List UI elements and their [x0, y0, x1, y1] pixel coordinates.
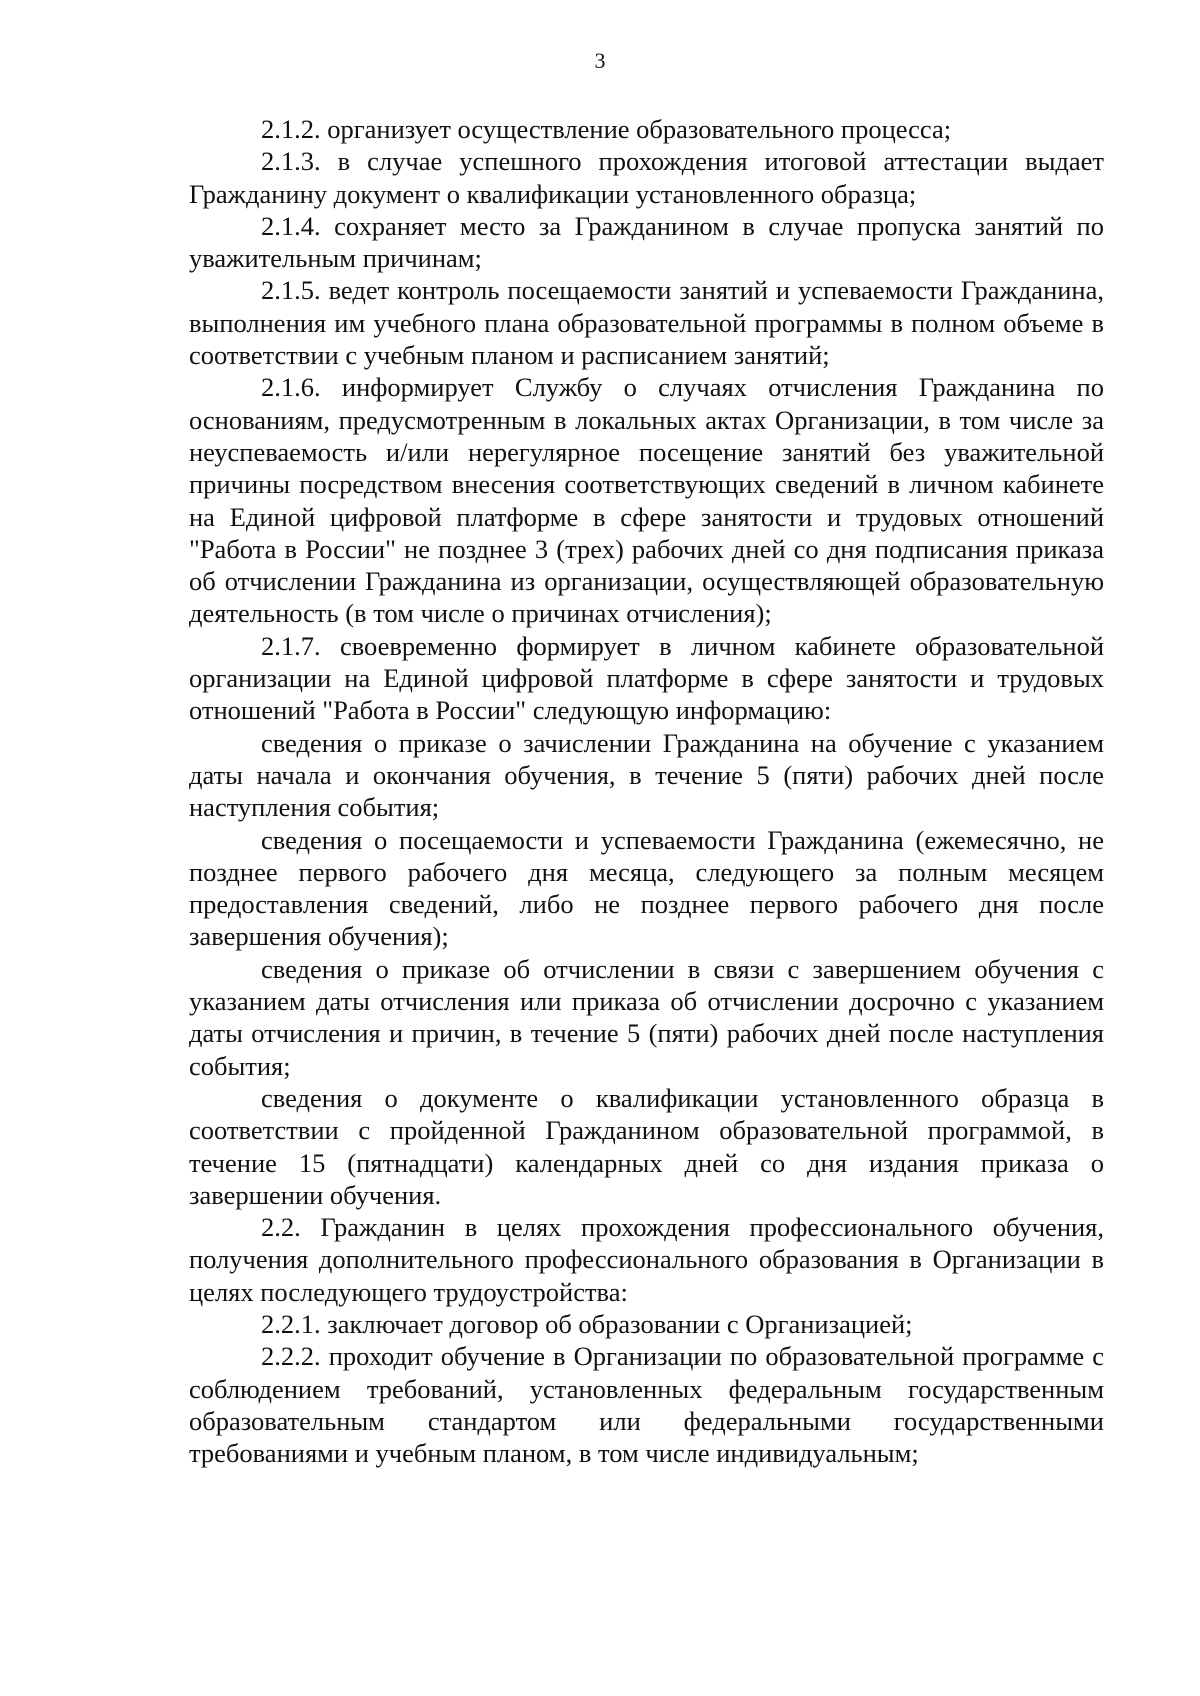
- clause-2-1-7: 2.1.7. своевременно формирует в личном кабинете образовательной организации на Единой цифровой платформе в сфере занятости и трудовых отношений "Работа в России" следующую информацию:: [189, 630, 1104, 726]
- clause-2-1-4: 2.1.4. сохраняет место за Гражданином в случае пропуска занятий по уважительным причинам;: [189, 210, 1104, 274]
- clause-2-2: 2.2. Гражданин в целях прохождения профессионального обучения, получения дополнительного профессионального образования в Организации в целях последующего трудоустройства:: [189, 1212, 1104, 1307]
- info-item-qualification: сведения о документе о квалификации установленного образца в соответствии с пройденной Гражданином образовательной программой, в течение 15 (пятнадцати) календарных дней со дня издания приказа о завершении обучения.: [189, 1082, 1104, 1210]
- info-item-expulsion: сведения о приказе об отчислении в связи с завершением обучения с указанием даты отчисления или приказа об отчислении досрочно с указанием даты отчисления и причин, в течение 5 (пяти) рабочих дней после наступления события;: [189, 953, 1104, 1081]
- clause-2-1-6: 2.1.6. информирует Службу о случаях отчисления Гражданина по основаниям, предусмотренным в локальных актах Организации, в том числе за неуспеваемость и/или нерегулярное посещение занятий без уважительной причины посредством внесения соответствующих сведений в личном кабинете на Единой цифровой платформе в сфере занятости и трудовых отношений "Работа в России" не позднее 3 (трех) рабочих дней со дня подписания приказа об отчислении Гражданина из организации, осуществляющей образовательную деятельность (в том числе о причинах отчисления);: [189, 372, 1104, 629]
- clause-2-2-2: 2.2.2. проходит обучение в Организации по образовательной программе с соблюдением требований, установленных федеральным государственным образовательным стандартом или федеральными государственными требованиями и учебным планом, в том числе индивидуальным;: [189, 1341, 1104, 1469]
- page-number: 3: [594, 48, 606, 73]
- clause-2-1-2: 2.1.2. организует осуществление образовательного процесса;: [261, 114, 952, 144]
- document-body: [189, 113, 1104, 1469]
- info-item-enrollment: сведения о приказе о зачислении Гражданина на обучение с указанием даты начала и окончания обучения, в течение 5 (пяти) рабочих дней после наступления события;: [189, 727, 1104, 823]
- clause-2-2-1: 2.2.1. заключает договор об образовании с Организацией;: [261, 1308, 913, 1339]
- clause-2-1-5: 2.1.5. ведет контроль посещаемости занятий и успеваемости Гражданина, выполнения им учебного плана образовательной программы в полном объеме в соответствии с учебным планом и расписанием занятий;: [189, 275, 1104, 371]
- clause-2-1-3: 2.1.3. в случае успешного прохождения итоговой аттестации выдает Гражданину документ о квалификации установленного образца;: [189, 146, 1104, 209]
- info-item-attendance: сведения о посещаемости и успеваемости Гражданина (ежемесячно, не позднее первого рабочего дня месяца, следующего за полным месяцем предоставления сведений, либо не позднее первого рабочего дня после завершения обучения);: [189, 824, 1104, 952]
